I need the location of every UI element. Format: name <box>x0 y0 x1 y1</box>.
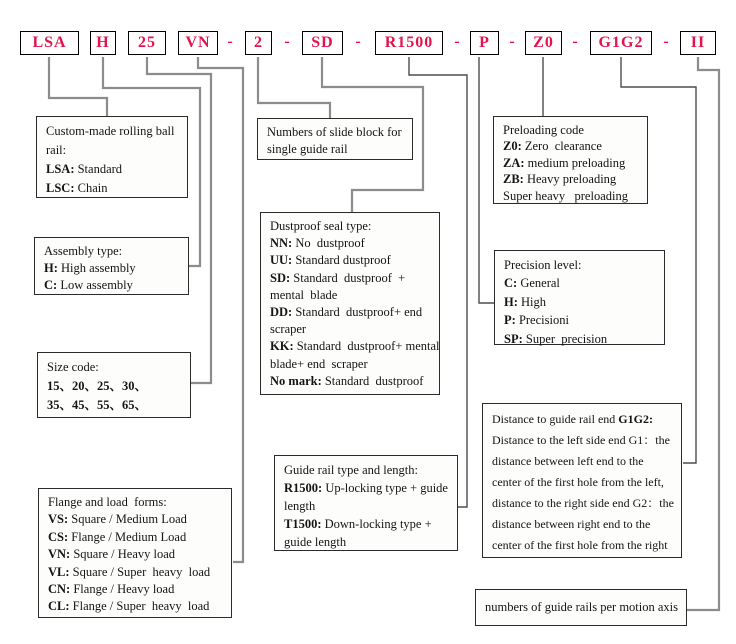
callout-line: Flange and load forms: <box>48 495 167 509</box>
callout-line: rail: <box>46 143 67 157</box>
callout-line: Preloading code <box>503 123 584 137</box>
callout-line: mental blade <box>270 287 338 302</box>
connector-p <box>479 57 494 303</box>
callout-line: Assembly type: <box>44 244 123 258</box>
code-separator: - <box>663 33 669 50</box>
callout-precision-level <box>494 250 665 345</box>
code-lsa-label: LSA <box>32 34 67 51</box>
code-box-25 <box>128 31 166 55</box>
code-box-p <box>470 31 499 55</box>
code-box-h <box>90 31 116 55</box>
callout-line: Custom-made rolling ball <box>46 124 175 138</box>
code-vn-label: VN <box>185 34 211 51</box>
callout-line: single guide rail <box>267 142 348 156</box>
callout-line: T1500: Down-locking type + <box>284 517 432 531</box>
code-box-2 <box>245 31 272 55</box>
callout-dustproof-seal <box>260 212 440 395</box>
code-box-r1500 <box>375 31 443 55</box>
callout-line: No mark: Standard dustproof <box>270 373 424 388</box>
code-r1500-label: R1500 <box>384 34 434 51</box>
callout-line: R1500: Up-locking type + guide <box>284 481 448 495</box>
callout-line: 35、45、55、65、 <box>47 398 148 412</box>
code-separator: - <box>572 33 578 50</box>
code-z0-label: Z0 <box>533 34 554 51</box>
callout-line: distance between right end to the <box>492 517 651 531</box>
callout-line: center of the first hole from the right <box>492 538 668 552</box>
code-25-label: 25 <box>138 34 156 51</box>
callout-line: Distance to the left side end G1：the <box>492 433 670 447</box>
code-separator: - <box>284 33 290 50</box>
code-ii-label: II <box>690 34 706 51</box>
callout-line: C: General <box>504 276 560 291</box>
callout-line: Precision level: <box>504 258 582 272</box>
callout-line: KK: Standard dustproof+ mental <box>270 339 440 354</box>
code-box-z0 <box>525 31 562 55</box>
code-box-vn <box>178 31 218 55</box>
connector-lsa <box>49 57 107 116</box>
callout-line: H: High assembly <box>44 261 136 275</box>
code-sd-label: SD <box>311 34 334 51</box>
callout-preloading-code <box>493 116 648 204</box>
callout-line: VL: Square / Super heavy load <box>48 564 211 579</box>
callout-rails-per-axis <box>475 589 687 626</box>
callout-line: SD: Standard dustproof + <box>270 270 406 285</box>
callout-line: LSA: Standard <box>46 162 123 176</box>
callout-line: scraper <box>270 322 307 337</box>
callout-line: guide length <box>284 535 347 549</box>
connector-25 <box>147 57 211 383</box>
connector-ii <box>687 57 719 610</box>
callout-line: distance to the right side end G2：the <box>492 496 674 510</box>
callout-line: CS: Flange / Medium Load <box>48 529 187 544</box>
callout-line: VS: Square / Medium Load <box>48 512 187 527</box>
callout-line: Size code: <box>47 360 99 374</box>
callout-line: ZA: medium preloading <box>503 155 626 170</box>
code-separator: - <box>509 33 515 50</box>
code-separator: - <box>355 33 361 50</box>
callout-custom-rail <box>36 116 188 198</box>
callout-flange-load <box>38 488 232 618</box>
callout-line: DD: Standard dustproof+ end <box>270 305 423 320</box>
code-p-label: P <box>479 34 490 51</box>
callout-line: blade+ end scraper <box>270 356 368 371</box>
callout-rail-end-distance <box>482 403 682 558</box>
callout-line: SP: Super precision <box>504 331 608 346</box>
callout-line: C: Low assembly <box>44 278 133 292</box>
callout-line: CN: Flange / Heavy load <box>48 582 175 597</box>
callout-line: Dustproof seal type: <box>270 219 372 233</box>
callout-line: LSC: Chain <box>46 181 108 195</box>
callout-line: 15、20、25、30、 <box>47 379 148 393</box>
callout-line: center of the first hole from the left, <box>492 475 664 489</box>
callout-line: H: High <box>504 294 547 309</box>
callout-slide-block <box>257 118 413 160</box>
code-box-sd <box>302 31 343 55</box>
callout-line: ZB: Heavy preloading <box>503 172 617 187</box>
code-separator: - <box>454 33 460 50</box>
code-g1g2-label: G1G2 <box>598 34 644 51</box>
code-box-lsa <box>20 31 79 55</box>
callout-assembly-type <box>34 237 189 295</box>
code-box-g1g2 <box>590 31 652 55</box>
callout-line: CL: Flange / Super heavy load <box>48 599 210 614</box>
connector-vn <box>198 57 243 562</box>
code-h-label: H <box>96 34 110 51</box>
callout-line: VN: Square / Heavy load <box>48 547 176 562</box>
callout-line: Guide rail type and length: <box>284 463 418 477</box>
callout-line: Super heavy preloading <box>503 188 628 203</box>
callout-line: UU: Standard dustproof <box>270 253 391 268</box>
callout-line: numbers of guide rails per motion axis <box>485 600 679 614</box>
code-2-label: 2 <box>254 34 263 51</box>
callout-line: length <box>284 499 316 513</box>
callout-line: Numbers of slide block for <box>267 125 402 139</box>
callout-line: P: Precisioni <box>504 313 569 328</box>
code-box-ii <box>680 31 716 55</box>
callout-size-code <box>37 352 191 418</box>
connector-2 <box>258 57 330 118</box>
code-separator: - <box>227 33 233 50</box>
callout-line: Distance to guide rail end G1G2: <box>492 412 653 426</box>
callout-line: distance between left end to the <box>492 454 644 468</box>
callout-guide-rail <box>274 455 458 551</box>
callout-line: NN: No dustproof <box>270 236 365 251</box>
callout-line: Z0: Zero clearance <box>503 139 602 154</box>
